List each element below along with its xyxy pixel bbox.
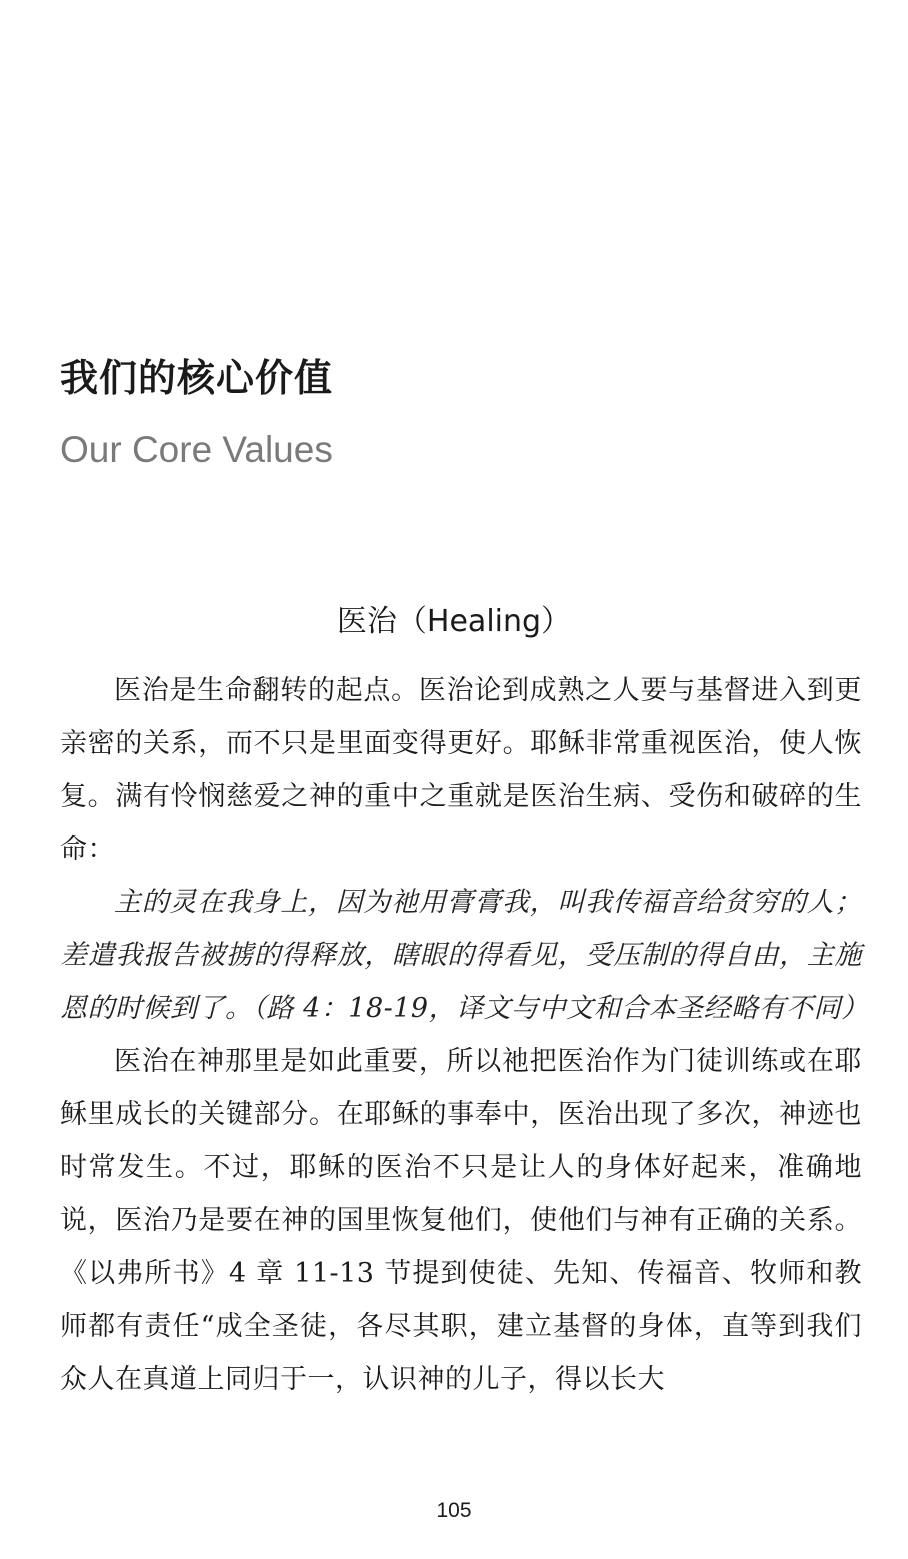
chapter-title-chinese: 我们的核心价值 xyxy=(60,355,334,400)
section-heading: 医治（Healing） xyxy=(336,604,572,639)
paragraph-discipleship: 医治在神那里是如此重要，所以祂把医治作为门徒训练或在耶稣里成长的关键部分。在耶稣的事奉中，医治出现了多次，神迹也时常发生。不过，耶稣的医治不只是让人的身体好起来，准确地说，医治乃是要在神的国里恢复他们，使他们与神有正确的关系。《以弗所书》4 章 11-13 节提到使徒、先知、传福音、牧师和教师都有责任“成全圣徒，各尽其职，建立基督的身体，直等到我们众人在真道上同归于一，认识神的儿子，得以长大 xyxy=(60,1046,862,1395)
scripture-quote: 主的灵在我身上，因为祂用膏膏我，叫我传福音给贫穷的人；差遣我报告被掳的得释放，瞎眼的得看见，受压制的得自由，主施恩的时候到了。（路 4：18-19，译文与中文和合本圣经略有不同） xyxy=(60,887,869,1024)
chapter-title-english: Our Core Values xyxy=(60,429,333,470)
page-number: 105 xyxy=(436,1499,472,1522)
body-text xyxy=(60,664,869,1406)
paragraph-intro: 医治是生命翻转的起点。医治论到成熟之人要与基督进入到更亲密的关系，而不只是里面变得更好。耶稣非常重视医治，使人恢复。满有怜悯慈爱之神的重中之重就是医治生病、受伤和破碎的生命： xyxy=(60,675,862,865)
